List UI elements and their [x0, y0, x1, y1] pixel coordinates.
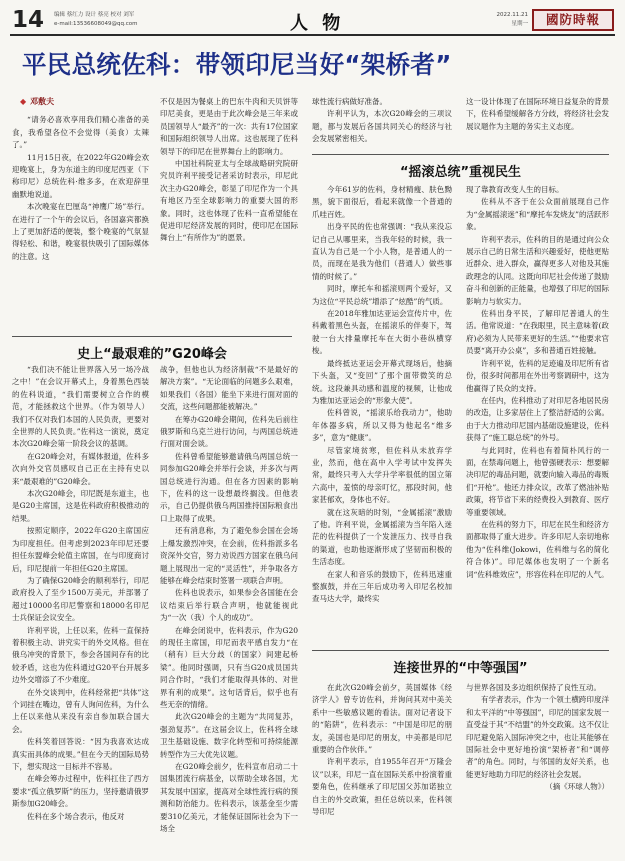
paragraph: 尽管家境贫寒，但佐科从未放弃学业，然而，他在高中入学考试中发挥失常，最终只考入大学升学率很低的国立第六高中，羞愤的母亲叮忆，那段时间，他家甚郁欢，身体也不好。	[312, 445, 452, 505]
column-1-body	[12, 364, 149, 854]
paragraph: 在筹办G20峰会期间，佐科先后前往俄罗斯和乌克兰进行访问，与两国总统进行面对面会谈。	[160, 414, 298, 449]
editor-credits: 编辑 蔡红力 设计 蔡亮 校对 刘军	[54, 12, 135, 18]
paragraph: 在此次G20峰会前夕，英国媒体《经济学人》曾专访佐科，并询问其对中美关系中一些敏感议题的看法。面对记者设下的“陷阱”，佐科表示：“中国是印尼的朋友，美国也是印尼的朋友，中美都是印尼重要的合作伙伴。”	[312, 683, 452, 755]
byline	[20, 96, 149, 108]
paragraph: 11月15日夜，在2022年G20峰会欢迎晚宴上，身为东道主的印度尼西亚（下称印尼）总统佐科·维多多，在欢迎辞里幽默地说道。	[12, 152, 149, 199]
paragraph: 为了确保G20峰会的顺利举行，印尼政府投入了至少1500万美元，并部署了超过10000名印尼警察和18000名印尼士兵保证会议安全。	[12, 575, 149, 623]
subhead-middle-power: 连接世界的“中等强国”	[312, 650, 609, 676]
paragraph: 许利平认为，本次G20峰会的三项议题，都与发展后各国共同关心的经济与社会发展紧密相关。	[312, 109, 452, 144]
newspaper-logo: 國防時報	[532, 9, 614, 31]
paragraph: 佐科在多个场合表示，他反对	[27, 811, 125, 821]
column-3-bottom	[312, 682, 452, 854]
section-title: 人 物	[290, 13, 345, 34]
paragraph: 在任内，佐科推动了对印尼各地居民房的改造，让多家居住上了整洁舒适的公寓。由于大力推动印尼国内基础设施建设，佐科获得了“施工聪总统”的外号。	[466, 395, 609, 443]
paragraph: 本次G20峰会，印尼既是东道主，也是G20主席国，这是佐科政府积极推动的结果。	[12, 489, 149, 523]
paragraph: 许利平表示，自1955年召开“万隆会议”以来，印尼一直在国际关系中扮演着重要角色，佐科继承了印尼国父苏加诺独立自主的外交政策，担任总统以来，佐科领导印尼	[312, 757, 452, 817]
paragraph: 在G20峰会对，有媒体报道，佐科多次向外交官员感叹自己正在主持有史以来“最艰难的”G20峰会。	[12, 451, 149, 486]
paragraph: 佐科笑着回答说：“因为我喜欢达成真实而具体的成果。”但在今天的国际局势下，想实现这一目标并不容易。	[12, 737, 149, 771]
paragraph: 在峰会闭说中，佐科表示，作为G20的现任主席国，印尼而表平感自发力“在（稍有）巨大分歧（的国家）间建起桥梁”。他同时强调，只有当G20成员国共同合作时，“我们才能取得具体的、对世界有利的成果”。这句话背后，似乎也有些无奈的情绪。	[160, 625, 298, 709]
subhead-hardest-summit: 史上“最艰难的”G20峰会	[12, 336, 292, 362]
masthead	[10, 6, 615, 36]
editor-email: e-mail:13536608049@qq.com	[54, 21, 138, 27]
paragraph: 同时，摩托车和摇滚则两个爱好，又为这位“平民总统”增添了“炫酷”的气质。	[312, 284, 452, 306]
paragraph: 佐科出身平民，了解印尼普通人的生活。他常说道：“在我眼里，民主意味着(政府)必须为人民带来更好的生活。”“他要求官员要“离开办公桌”，多和普通百姓接触。	[466, 309, 609, 356]
byline-author: 邓敷夫	[30, 97, 55, 106]
paragraph: 战争，但他也认为经济制裁“不是最好的解决方案”。“无论面临的问题多么艰难，如果我们（各国）能坐下来进行面对面的交流，这些问题都能被解决。”	[160, 365, 298, 412]
paragraph: 不仅是因为餐桌上的巴东牛肉和天贝饼等印尼美食，更是由于此次峰会是三年来或员国领导人“最齐”的一次：共有17位国家和国际组织领导人出席。这也展现了佐科领导下的印尼在世界舞台上的影响力。	[160, 97, 298, 156]
paragraph: 与世界各国及多边组织保持了良性互动。	[466, 683, 601, 692]
column-2-intro	[160, 96, 298, 328]
paragraph: 还有消息称，为了避免参会国在会场上爆发激烈冲突，在会前，佐科指派多名资深外交官，努力劝说西方国家在俄乌问题上展现出一定的“灵活性”，并争取各方能够在峰会结束时签署一项联合声明。	[160, 526, 298, 585]
paragraph: “请务必喜欢享用我们精心准备的美食，我希望各位不会觉得（美食）太辣了。”	[12, 115, 149, 150]
paragraph: 中国社科院亚太与全球战略研究院研究员许利平接受记者采访时表示，印尼此次主办G20峰会，彰显了印尼作为一个具有地区乃至全球影响力的重要大国的形象。同时，这也体现了佐科一直希望能在促进印尼经济发展的同时，使印尼在国际舞台上“有所作为”的愿景。	[160, 159, 298, 243]
byline-marker-icon: ◆	[20, 97, 27, 106]
paragraph: 在外交谈判中，佐科经常把“共体”这个词挂在嘴边，曾有人询问佐科，为什么上任以来他从来没有亲自参加联合国大会。	[12, 687, 149, 734]
paragraph: 佐科从不吝于在公众面前展现自己作为“金属摇滚迷”和“摩托车发烧友”的活跃形象。	[466, 197, 609, 232]
column-1-intro	[12, 96, 149, 328]
subhead-rock-president: “摇滚总统”重视民生	[312, 154, 609, 180]
page-number: 14	[12, 7, 45, 33]
source-credit: （摘《环球人物》）	[545, 782, 609, 792]
paragraph: 有学者表示，作为一个领土横跨印度洋和太平洋的“中等强国”，印尼的国家发展一直受益于其“不结盟”的外交政策。这不仅让印尼避免陷入国际冲突之中，也让其能够在国际社会中更好地扮演“架桥者”和“调停者”的角色。同时，与邻国的友好关系，也能更好地助力印尼的经济社会发展。	[466, 695, 609, 779]
column-3-body	[312, 184, 452, 642]
paragraph: 在家人和音乐的鼓励下，佐科迅速重整旗鼓，并在三年后成功考入印尼名校加查马达大学，最终实	[312, 569, 452, 604]
issue-date	[488, 11, 528, 29]
paragraph: 在峰会筹办过程中，佐科扛住了西方要求“孤立俄罗斯”的压力，坚持邀请俄罗斯参加G20峰会。	[12, 774, 149, 809]
paragraph: 在佐科的努力下，印尼在民生和经济方面都取得了重大进步。许多印尼人亲切地称他为“佐科维(Jokowi，佐科维与名的简化符合体)”。印尼媒体也发明了一个新名词“佐科维效应”，形容佐科在印尼的人气。	[466, 519, 609, 579]
headline: 平民总统佐科：带领印尼当好“架桥者”	[22, 50, 452, 79]
paragraph: 按照定顺序，2022年G20主席国应为印度担任。但考虑到2023年印尼还要担任东盟峰会轮值主席国，在与印度商讨后，印尼提前一年担任G20主席国。	[12, 526, 149, 573]
paragraph: 出身平民的佐也常强调：“我从来没忘记自己从哪里来，当我年轻的时候，我一直认为自己是一个小人物，是普通人的一员，而现在是我为他们（普通人）做些事情的时候了。”	[312, 222, 452, 281]
paragraph: 这一设计体现了在国际环境日益复杂的背景下，佐科希望缓解各方分歧，将经济社会发展议题作为主题的务实主义态度。	[466, 97, 609, 131]
column-4-bottom	[466, 682, 609, 854]
paragraph: 在2018年雅加达亚运会宣传片中，佐科戴着黑色头盔，在摇滚乐的伴奏下，驾驶一台大排量摩托车在大街小巷纵横穿梭。	[312, 309, 452, 356]
column-4-body	[466, 184, 609, 642]
paragraph: 佐科曾说，“摇滚乐给我动力”，他助年体器多病，所以又得为他起名“维多多”，意为“健康”。	[312, 408, 452, 443]
paragraph: “我们决不能让世界落入另一场冷战之中！”在会议开幕式上，身着黑色西装的佐科说道，“我们需要树立合作的模范，才能拯救这个世界。（作为领导人）我们不仅对我们本国的人民负责，更要对全世界的人民负责。”佐科这一演说，奠定本次G20峰会第一阶段会议的基调。	[12, 365, 149, 449]
paragraph: 许利平说，佐科的足迹遍及印尼所有省份，很多时间都用在外出考察调研中，这为他赢得了民众的支持。	[466, 358, 609, 393]
paragraph: 许利平表示，佐科的目的是通过向公众展示自己的日常生活和兴趣爱好，使他更贴近群众、进入群众，赢得更多人对他及其施政理念的认同。这既向印尼社会传递了鼓励奋斗和创新的正能量，也增强了印尼的国际影响力与软实力。	[466, 234, 609, 306]
editor-info	[54, 11, 137, 29]
paragraph: 最终抵达亚运会开幕式现场后，他摘下头盔，又“变回”了那个面带微笑的总统。这段兼具动感和温度的视频，让他成为雅加达亚运会的“形象大使”。	[312, 358, 452, 405]
paragraph: 许利平说，上任以来，佐科一直保持着积极主动、讲究实干的外交风格。但在俄乌冲突的背景下，参会各国间存有的比较矛盾，这也为佐科通过G20平台开展多边外交增添了不少难度。	[12, 625, 149, 685]
paragraph: 现了靠教育改变人生的目标。	[466, 185, 564, 194]
column-4-intro	[466, 96, 609, 146]
paragraph: 就在这灰暗的时刻，“金属摇滚”激励了他。许利平说，金属摇滚为当年陷入迷茫的佐科提供了一个发泄压力、找寻自我的渠道，也助他逐渐形成了坚韧而积极的生活态度。	[312, 507, 452, 567]
paragraph: 在G20峰会前夕，佐科宣布启动二十国集团流行病基金，以帮助全球各国，尤其发展中国家，提高对全球性流行病的预测和防治能力。佐科表示，该基金至少需要310亿美元，才能保证国际社会为下一场全	[160, 762, 298, 834]
paragraph: 本次晚宴在巴厘岛“神鹰广场”举行。在进行了一个午的会议后，各国嘉宾都换上了更加舒适的便装，整个晚宴的气氛显得轻松、和谐，晚宴很快吸引了国际媒体的注意。这	[12, 202, 149, 261]
issue-weekday: 星期一	[511, 21, 528, 27]
paragraph: 佐科也说表示，如果参会各国能在会议结束后举行联合声明，他就能视此为“一次（我）个人的成功”。	[160, 588, 298, 623]
column-2-body	[160, 364, 298, 854]
paragraph: 此次G20峰会的主题为“共同复苏，强劲复苏”。在这届会议上，佐科将全球卫生基础设施、数字化转型和可持续能源转型作为三大优先议题。	[160, 712, 298, 759]
column-3-intro	[312, 96, 452, 146]
issue-date-value: 2022.11.21	[496, 12, 528, 18]
paragraph: 球性流行病做好准备。	[312, 97, 387, 106]
paragraph: 佐科曾希望能够邀请俄乌两国总统一同参加G20峰会并举行会谈，并多次与两国总统进行沟通。但在各方因素的影响下，佐科的这一设想最终搁浅。但他表示，自己仍提供俄乌两国推持国际粮食出口上取得了成果。	[160, 451, 298, 523]
paragraph: 今年61岁的佐科，身材精瘦、肤色黝黑，貌下面很后，看起来就像一个普通的爪哇百姓。	[312, 185, 452, 219]
paragraph: 与此同时，佐科也有着简朴风行的一面，在禁毒问题上，他曾强硬表示：想要解决印尼的毒品问题，就要向输入毒品的毒贩们“开枪”。他还力排众议，改革了燃油补贴政策，将节省下来的经费投入到教育、医疗等重要领域。	[466, 445, 609, 517]
